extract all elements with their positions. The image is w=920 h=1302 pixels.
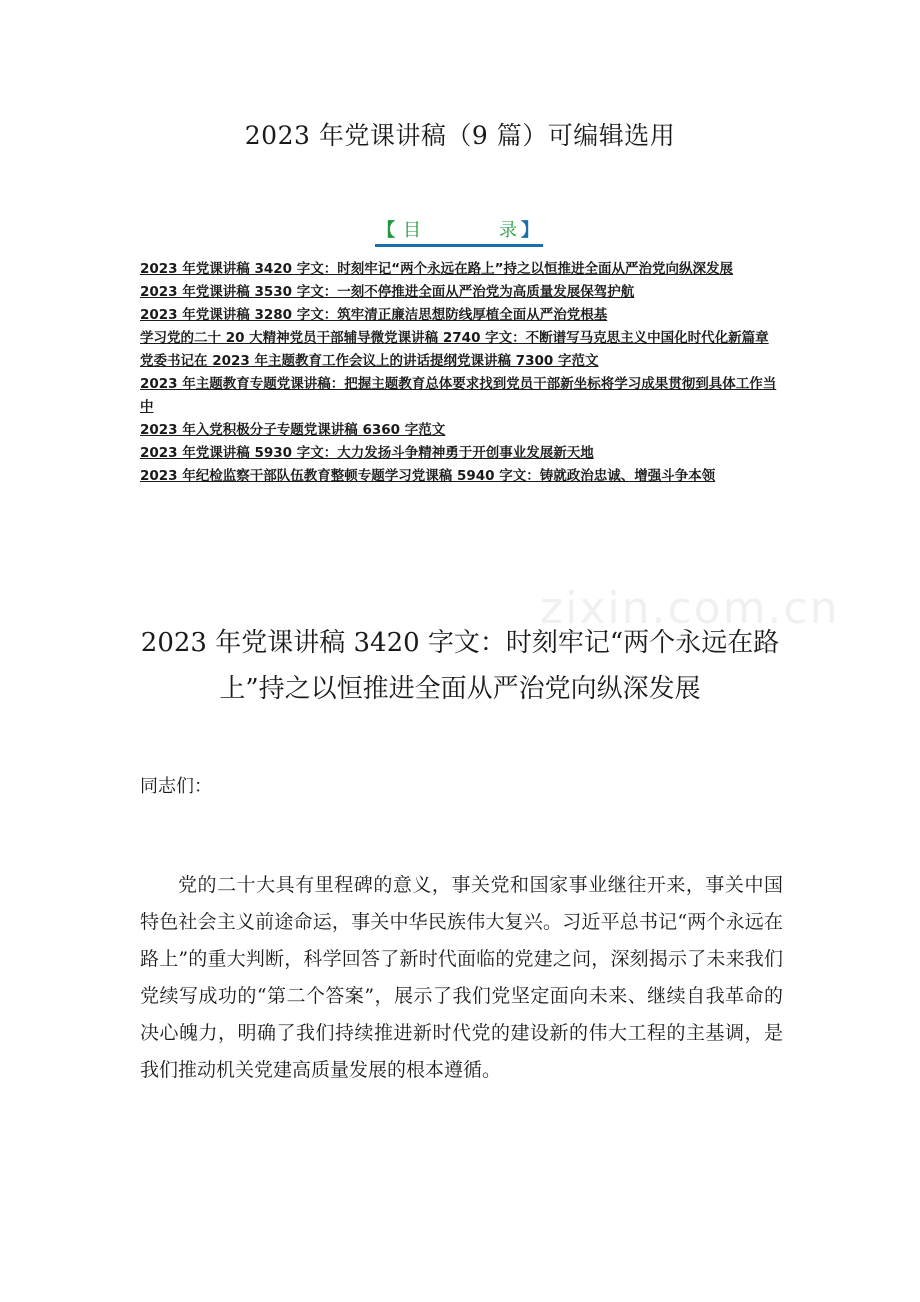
toc-link-9[interactable]: 2023 年纪检监察干部队伍教育整顿专题学习党课稿 5940 字文：铸就政治忠诚、增强斗争本领 (140, 468, 716, 484)
toc-item (140, 465, 785, 488)
salutation: 同志们： (140, 776, 212, 797)
toc-bracket-right: 】 (521, 220, 539, 241)
toc-label-char1: 目 (403, 220, 421, 241)
toc-bracket-left: 【 (377, 220, 395, 241)
toc-link-4[interactable]: 学习党的二十 20 大精神党员干部辅导微党课讲稿 2740 字文：不断谱写马克思主义中国化时代化新篇章 (140, 330, 769, 346)
toc-item (140, 258, 785, 281)
toc-item (140, 373, 785, 419)
toc-link-6[interactable]: 2023 年主题教育专题党课讲稿：把握主题教育总体要求找到党员干部新坐标将学习成果贯彻到具体工作当中 (140, 376, 777, 415)
watermark: zixin.com.cn (540, 583, 840, 634)
toc-link-2[interactable]: 2023 年党课讲稿 3530 字文：一刻不停推进全面从严治党为高质量发展保驾护航 (140, 284, 635, 300)
toc-item (140, 327, 785, 350)
section-heading: 2023 年党课讲稿 3420 字文：时刻牢记“两个永远在路上”持之以恒推进全面从严治党向纵深发展 (140, 628, 780, 704)
table-of-contents (140, 258, 785, 488)
toc-link-5[interactable]: 党委书记在 2023 年主题教育工作会议上的讲话提纲党课讲稿 7300 字范文 (140, 353, 599, 369)
toc-label-char2: 录 (499, 220, 517, 241)
body-paragraph: 党的二十大具有里程碑的意义，事关党和国家事业继往开来，事关中国特色社会主义前途命运，事关中华民族伟大复兴。习近平总书记“两个永远在路上”的重大判断，科学回答了新时代面临的党建之问，深刻揭示了未来我们党续写成功的“第二个答案”，展示了我们党坚定面向未来、继续自我革命的决心魄力，明确了我们持续推进新时代党的建设新的伟大工程的主基调，是我们推动机关党建高质量发展的根本遵循。 (140, 874, 783, 1081)
toc-item (140, 419, 785, 442)
toc-item (140, 304, 785, 327)
toc-item (140, 281, 785, 304)
toc-item (140, 442, 785, 465)
toc-link-3[interactable]: 2023 年党课讲稿 3280 字文：筑牢清正廉洁思想防线厚植全面从严治党根基 (140, 307, 608, 323)
toc-header (375, 218, 543, 247)
toc-link-8[interactable]: 2023 年党课讲稿 5930 字文：大力发扬斗争精神勇于开创事业发展新天地 (140, 445, 594, 461)
toc-item (140, 350, 785, 373)
toc-link-7[interactable]: 2023 年入党积极分子专题党课讲稿 6360 字范文 (140, 422, 446, 438)
document-title: 2023 年党课讲稿（9 篇）可编辑选用 (244, 121, 676, 150)
toc-link-1[interactable]: 2023 年党课讲稿 3420 字文：时刻牢记“两个永远在路上”持之以恒推进全面从严治党向纵深发展 (140, 261, 733, 277)
